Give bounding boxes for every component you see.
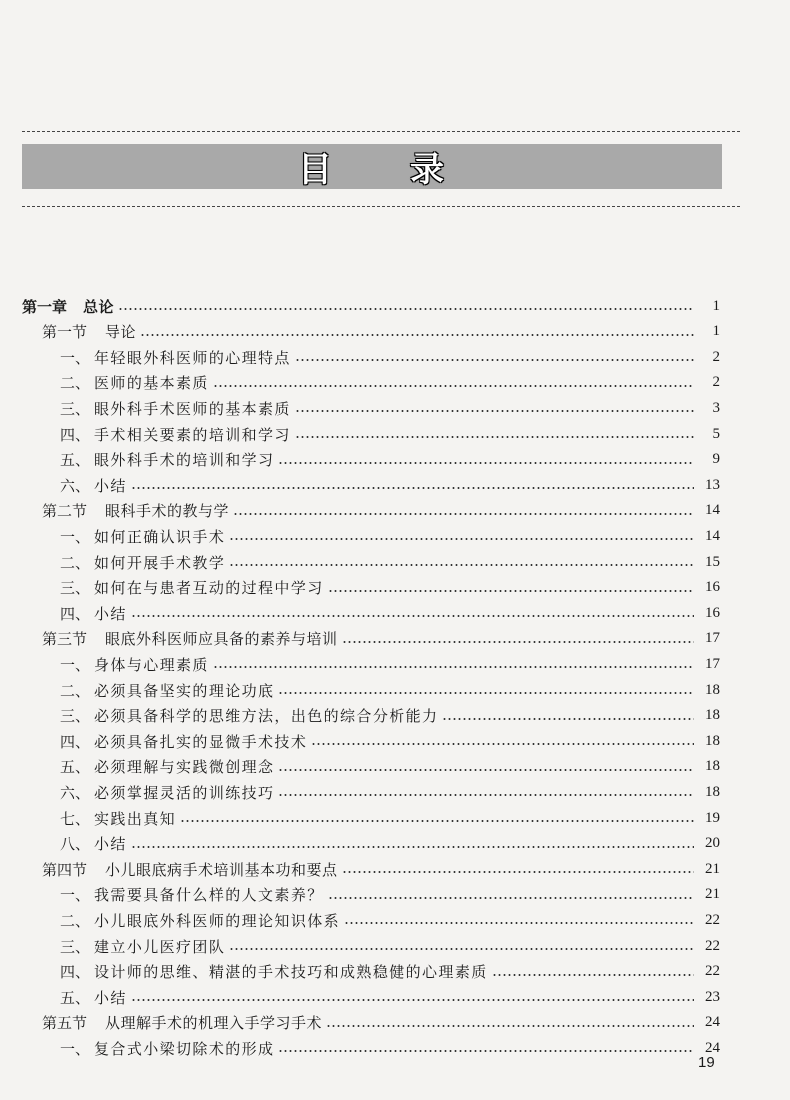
toc-entry-label (60, 526, 225, 547)
toc-entry-number: 第五节 (42, 1014, 88, 1033)
toc-entry-label (60, 475, 127, 496)
toc-entry-number: 三、 (60, 579, 91, 598)
toc-entry-label (60, 398, 291, 419)
toc-entry-title: 年轻眼外科医师的心理特点 (94, 348, 291, 367)
toc-entry-chapter (0, 294, 790, 318)
toc-entry-number: 五、 (60, 451, 91, 470)
dot-leader (342, 871, 694, 873)
toc-entry-title: 眼底外科医师应具备的素养与培训 (105, 630, 338, 649)
dot-leader (131, 846, 694, 848)
toc-entry-page: 3 (712, 399, 720, 416)
toc-entry-title: 必须具备扎实的显微手术技术 (94, 732, 308, 751)
toc-entry-label (60, 987, 127, 1008)
dot-leader (131, 487, 694, 489)
toc-entry-page: 23 (705, 988, 720, 1005)
dot-leader (131, 615, 694, 617)
toc-entry-item (0, 729, 790, 753)
toc-entry-item (0, 755, 790, 779)
dot-leader (278, 462, 694, 464)
toc-entry-number: 二、 (60, 374, 91, 393)
toc-entry-label (60, 347, 291, 368)
dot-leader (140, 334, 694, 336)
toc-entry-label (60, 372, 209, 393)
toc-entry-item (0, 371, 790, 395)
dot-leader (442, 718, 694, 720)
toc-entry-number: 二、 (60, 553, 91, 572)
toc-entry-section (0, 1011, 790, 1035)
toc-entry-number: 四、 (60, 732, 91, 751)
toc-entry-page: 14 (705, 527, 720, 544)
toc-entry-label (60, 910, 340, 931)
toc-entry-item (0, 883, 790, 907)
dot-leader (328, 590, 694, 592)
toc-entry-label (60, 961, 488, 982)
toc-entry-section (0, 320, 790, 344)
toc-entry-item (0, 806, 790, 830)
toc-entry-page: 1 (712, 297, 720, 314)
toc-entry-title: 手术相关要素的培训和学习 (94, 425, 291, 444)
toc-entry-item (0, 422, 790, 446)
toc-entry-page: 20 (705, 835, 720, 852)
toc-entry-number: 一、 (60, 348, 91, 367)
toc-entry-item (0, 448, 790, 472)
toc-entry-section (0, 857, 790, 881)
toc-entry-number: 一、 (60, 655, 91, 674)
toc-entry-label (42, 628, 338, 649)
toc-entry-page: 16 (705, 604, 720, 621)
toc-entry-title: 小儿眼底外科医师的理论知识体系 (94, 911, 341, 930)
toc-entry-label (60, 577, 324, 598)
toc-title-char-2: 录 (410, 150, 446, 190)
toc-entry-title: 小结 (94, 476, 127, 495)
toc-entry-title: 复合式小梁切除术的形成 (94, 1039, 275, 1058)
toc-entry-item (0, 652, 790, 676)
dot-leader (342, 641, 694, 643)
toc-entry-title: 如何在与患者互动的过程中学习 (94, 579, 324, 598)
toc-entry-title: 我需要具备什么样的人文素养？ (94, 886, 324, 905)
dot-leader (492, 974, 694, 976)
toc-entry-number: 三、 (60, 399, 91, 418)
toc-title-char-1: 目 (298, 150, 334, 190)
dot-leader (328, 897, 694, 899)
toc-entry-number: 六、 (60, 783, 91, 802)
toc-entry-label (42, 1012, 322, 1033)
toc-entry-title: 身体与心理素质 (94, 655, 209, 674)
dot-leader (213, 666, 694, 668)
toc-entry-section (0, 499, 790, 523)
toc-entry-page: 22 (705, 963, 720, 980)
toc-entry-page: 18 (705, 732, 720, 749)
toc-entry-page: 21 (705, 886, 720, 903)
toc-entry-number: 五、 (60, 758, 91, 777)
dot-leader (180, 820, 694, 822)
top-dashed-rule (22, 131, 740, 132)
toc-entry-title: 如何开展手术教学 (94, 553, 226, 572)
toc-entry-title: 必须具备科学的思维方法，出色的综合分析能力 (94, 707, 439, 726)
toc-entry-number: 三、 (60, 937, 91, 956)
toc-entry-label (60, 449, 274, 470)
toc-entry-label (60, 833, 127, 854)
toc-entry-label (60, 936, 225, 957)
toc-entry-title: 必须具备坚实的理论功底 (94, 681, 275, 700)
toc-entry-number: 八、 (60, 835, 91, 854)
toc-entry-number: 一、 (60, 1039, 91, 1058)
toc-entry-number: 一、 (60, 886, 91, 905)
toc-entry-page: 2 (712, 374, 720, 391)
page-number: 19 (698, 1054, 715, 1071)
dot-leader (213, 385, 694, 387)
dot-leader (229, 948, 694, 950)
dot-leader (295, 359, 694, 361)
dot-leader (118, 308, 694, 310)
toc-entry-item (0, 678, 790, 702)
toc-entry-label (60, 603, 127, 624)
toc-entry-title: 导论 (105, 323, 137, 342)
toc-entry-item (0, 601, 790, 625)
toc-entry-title: 必须掌握灵活的训练技巧 (94, 783, 275, 802)
dot-leader (233, 513, 694, 515)
toc-entry-label (60, 424, 291, 445)
bottom-dashed-rule (22, 206, 740, 207)
toc-entry-title: 实践出真知 (94, 809, 177, 828)
toc-entry-page: 9 (712, 451, 720, 468)
toc-entry-page: 1 (712, 323, 720, 340)
toc-entry-page: 5 (712, 425, 720, 442)
toc-entry-item (0, 576, 790, 600)
dot-leader (278, 794, 694, 796)
dot-leader (295, 436, 694, 438)
toc-entry-page: 17 (705, 655, 720, 672)
toc-entry-page: 17 (705, 630, 720, 647)
toc-entry-page: 2 (712, 348, 720, 365)
toc-entry-item (0, 780, 790, 804)
toc-entry-number: 四、 (60, 604, 91, 623)
toc-entry-label (60, 552, 225, 573)
toc-title-banner (22, 144, 722, 189)
toc-entry-number: 二、 (60, 911, 91, 930)
toc-entry-title: 建立小儿医疗团队 (94, 937, 226, 956)
toc-entry-label (22, 296, 114, 317)
toc-entry-page: 18 (705, 758, 720, 775)
toc-entry-title: 必须理解与实践微创理念 (94, 758, 275, 777)
toc-entry-number: 六、 (60, 476, 91, 495)
toc-entry-number: 第四节 (42, 860, 88, 879)
toc-entry-section (0, 627, 790, 651)
toc-entry-title: 设计师的思维、精湛的手术技巧和成熟稳健的心理素质 (94, 963, 488, 982)
toc-entry-label (60, 705, 438, 726)
toc-entry-page: 24 (705, 1039, 720, 1056)
toc-entry-page: 24 (705, 1014, 720, 1031)
toc-entry-number: 二、 (60, 681, 91, 700)
dot-leader (344, 922, 694, 924)
toc-entry-label (60, 654, 209, 675)
toc-entry-title: 如何正确认识手术 (94, 527, 226, 546)
toc-entry-page: 18 (705, 783, 720, 800)
toc-entry-item (0, 908, 790, 932)
toc-entry-number: 三、 (60, 707, 91, 726)
toc-entry-label (60, 782, 274, 803)
toc-entry-item (0, 1036, 790, 1060)
toc-entry-item (0, 345, 790, 369)
toc-entry-label (60, 808, 176, 829)
toc-entry-item (0, 524, 790, 548)
toc-entry-number: 四、 (60, 963, 91, 982)
toc-entry-page: 15 (705, 553, 720, 570)
dot-leader (229, 564, 694, 566)
toc-entry-item (0, 832, 790, 856)
toc-entry-label (60, 756, 274, 777)
toc-entry-title: 眼外科手术医师的基本素质 (94, 399, 291, 418)
toc-entry-title: 小结 (94, 835, 127, 854)
dot-leader (131, 999, 694, 1001)
toc-entry-number: 五、 (60, 988, 91, 1007)
toc-entry-title: 眼科手术的教与学 (105, 502, 230, 521)
toc-entry-item (0, 704, 790, 728)
toc-entry-number: 第一节 (42, 323, 88, 342)
dot-leader (295, 410, 694, 412)
toc-entry-label (60, 1038, 274, 1059)
dot-leader (326, 1025, 694, 1027)
toc-entry-label (42, 859, 338, 880)
toc-entry-page: 18 (705, 681, 720, 698)
toc-entry-page: 22 (705, 911, 720, 928)
toc-entry-page: 16 (705, 579, 720, 596)
toc-entry-label (42, 321, 136, 342)
dot-leader (278, 1050, 694, 1052)
toc-entry-number: 第一章 (22, 297, 68, 316)
dot-leader (229, 538, 694, 540)
toc-entry-page: 19 (705, 809, 720, 826)
toc-entry-item (0, 985, 790, 1009)
toc-entry-number: 四、 (60, 425, 91, 444)
toc-entry-page: 18 (705, 707, 720, 724)
toc-entry-title: 总论 (83, 297, 115, 316)
toc-entry-number: 七、 (60, 809, 91, 828)
toc-entry-title: 眼外科手术的培训和学习 (94, 451, 275, 470)
toc-entry-number: 一、 (60, 527, 91, 546)
dot-leader (311, 743, 694, 745)
toc-entry-label (60, 731, 307, 752)
toc-entry-number: 第二节 (42, 502, 88, 521)
dot-leader (278, 692, 694, 694)
toc-entry-item (0, 934, 790, 958)
toc-entry-label (60, 884, 324, 905)
toc-entry-item (0, 396, 790, 420)
dot-leader (278, 769, 694, 771)
toc-entry-page: 21 (705, 860, 720, 877)
toc-entry-page: 13 (705, 476, 720, 493)
toc-entry-item (0, 960, 790, 984)
toc-entry-title: 医师的基本素质 (94, 374, 209, 393)
toc-entry-title: 从理解手术的机理入手学习手术 (105, 1014, 323, 1033)
toc-entry-page: 22 (705, 937, 720, 954)
toc-entry-title: 小结 (94, 604, 127, 623)
toc-entry-label (42, 500, 229, 521)
toc-entry-title: 小儿眼底病手术培训基本功和要点 (105, 860, 338, 879)
toc-entry-item (0, 550, 790, 574)
toc-entry-number: 第三节 (42, 630, 88, 649)
toc-entry-item (0, 473, 790, 497)
toc-entry-label (60, 680, 274, 701)
toc-entry-title: 小结 (94, 988, 127, 1007)
toc-entry-page: 14 (705, 502, 720, 519)
